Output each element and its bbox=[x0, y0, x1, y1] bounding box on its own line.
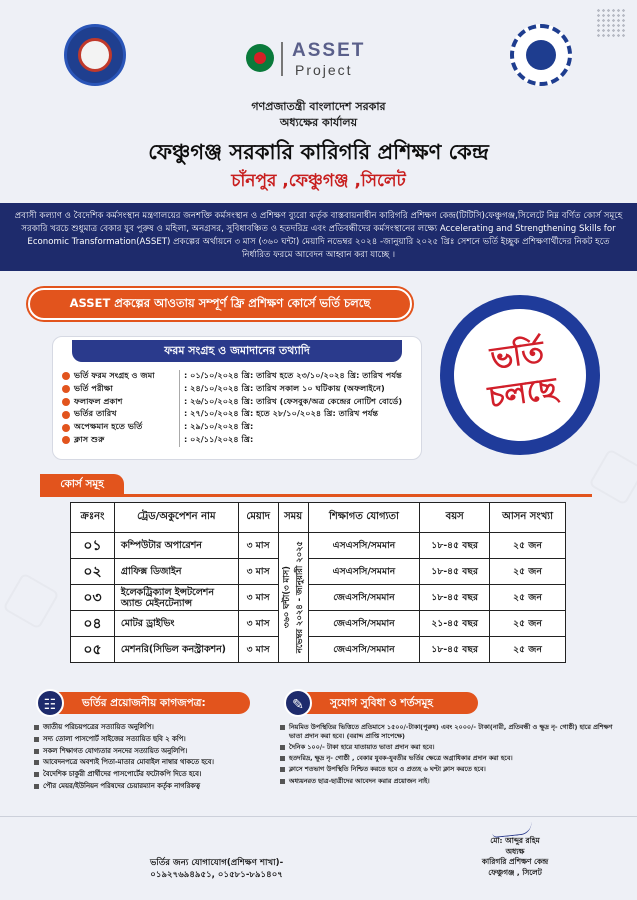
decor-dots bbox=[596, 8, 626, 38]
table-header-row bbox=[71, 503, 566, 533]
form-info-row: ভর্তি পরীক্ষা : ২৪/১০/২০২৪ খ্রি: তারিখ সকাল ১০ ঘটিকায় (অফলাইনে) bbox=[62, 383, 417, 396]
office-line: অধ্যক্ষের কার্যালয় bbox=[279, 116, 358, 129]
list-item: হতদরিদ্র, ক্ষুদ্র নৃ- গোষ্ঠী , বেকার যুবক-যুবতীর ভর্তির ক্ষেত্রে অগ্রাধিকার প্রদান করা হবে। bbox=[280, 754, 620, 763]
sign-org: কারিগরি প্রশিক্ষণ কেন্দ্র bbox=[481, 857, 549, 866]
decor-hexagon bbox=[2, 572, 59, 629]
asset-logo-subtext: Project bbox=[295, 62, 353, 78]
courses-table bbox=[70, 502, 566, 663]
session-cell bbox=[278, 533, 308, 663]
col-age: বয়স bbox=[420, 503, 490, 533]
form-info-row: ভর্তির তারিখ : ২৭/১০/২০২৪ খ্রি: হতে ২৮/১০/২০২৪ খ্রি: তারিখ পর্যন্ত bbox=[62, 408, 417, 421]
list-item: বৈদেশিক চাকুরী প্রার্থীদের পাসপোর্টের ফটোকপি দিতে হবে। bbox=[34, 770, 304, 779]
bmet-logo bbox=[510, 24, 572, 86]
asset-logo-text: ASSET bbox=[292, 40, 366, 61]
session-time: ৩৬০ ঘন্টা(৩ মাস) bbox=[281, 566, 292, 629]
ttc-logo bbox=[64, 24, 126, 86]
list-item: পৌর মেয়র/ইউনিয়ন পরিষদের চেয়ারম্যান কর্তৃক নাগরিকত্ব bbox=[34, 782, 304, 791]
col-trade: ট্রেড/অকুপেশন নাম bbox=[114, 503, 238, 533]
contact-info bbox=[150, 857, 283, 881]
decor-hexagon bbox=[588, 448, 637, 505]
free-course-banner bbox=[28, 288, 412, 320]
list-item: সদ্য তোলা পাসপোর্ট সাইজের সত্যায়িত ছবি ২ কপি। bbox=[34, 735, 304, 744]
list-item: জাতীয় পরিচয়পত্রের সত্যায়িত অনুলিপি। bbox=[34, 723, 304, 732]
form-info-row: ক্লাস শুরু : ০২/১১/২০২৪ খ্রি: bbox=[62, 434, 417, 447]
documents-list bbox=[34, 723, 304, 794]
list-item: অধ্যয়নরত ছাত্র-ছাত্রীদের আবেদন করার প্রয়োজন নাই। bbox=[280, 777, 620, 786]
intro-text: প্রবাসী কল্যাণ ও বৈদেশিক কর্মসংস্থান মন্ত্রণালয়ের জনশক্তি কর্মসংস্থান ও প্রশিক্ষণ ব্যুরো কর্তৃক বাস্তবায়নাধীন কারিগরি প্রশিক্ষণ কেন্দ্র(টিটিসি)ফেঞ্চুগঞ্জ,সিলেটে নিম্ন বর্ণিত কোর্স সমূহে সরকারি খরচে শুধুমাত্র বেকার যুব পুরুষ ও মহিলা, অনগ্রসর, সুবিধাবঞ্চিত ও হতদরিদ্র এবং প্রতিবন্ধীদের কর্মসংস্থানের লক্ষ্যে Accelerating and Strengthening Skills for Economic Transformation(ASSET) প্রকল্পের অর্থায়নে ৩ মাস (৩৬০ ঘন্টা) মেয়াদি নভেম্বর ২০২৪ -জানুয়ারি ২০২৫ খ্রিঃ সেশনে ভর্তি ইচ্ছুক প্রশিক্ষণার্থীদের নিকট হতে নির্ধারিত ফরমে আবেদন আহ্বান করা যাচ্ছে । bbox=[14, 211, 623, 260]
sign-place: ফেঞ্চুগঞ্জ , সিলেট bbox=[488, 867, 542, 877]
col-time: সময় bbox=[278, 503, 308, 533]
table-row: ০৫ মেশনরি(সিভিল কনস্ট্রাকশন) ৩ মাস জেএসসি/সমমান ১৮-৪৫ বছর ২৫ জন bbox=[71, 637, 566, 663]
courses-divider bbox=[40, 494, 592, 497]
list-item: দৈনিক ১০০/- টাকা হারে যাতায়াত ভাতা প্রদান করা হবে। bbox=[280, 743, 620, 752]
pen-icon: ✎ bbox=[284, 689, 312, 717]
signature-block bbox=[440, 836, 590, 878]
session-range: নভেম্বর ২০২৪ - জানুয়ারী ২০২৫ bbox=[294, 541, 305, 654]
form-info-row: অপেক্ষমান হতে ভর্তি : ২৯/১০/২০২৪ খ্রি: bbox=[62, 421, 417, 434]
list-item: সকল শিক্ষাগত যোগ্যতার সনদের সত্যায়িত অনুলিপি। bbox=[34, 747, 304, 756]
banner-text: ASSET প্রকল্পের আওতায় সম্পূর্ণ ফ্রি প্রশিক্ষণ কোর্সে ভর্তি চলছে bbox=[69, 295, 371, 310]
col-seats: আসন সংখ্যা bbox=[490, 503, 566, 533]
form-info-row: ভর্তি ফরম সংগ্রহ ও জমা : ০১/১০/২০২৪ খ্রি: তারিখ হতে ২৩/১০/২০২৪ খ্রি: তারিখ পর্যন্ত bbox=[62, 370, 417, 383]
page-header bbox=[0, 0, 637, 200]
intro-band bbox=[0, 203, 637, 271]
benefits-list bbox=[280, 723, 620, 788]
footer-divider bbox=[0, 816, 637, 817]
sign-title: অধ্যক্ষ bbox=[505, 846, 525, 856]
govt-line: গণপ্রজাতন্ত্রী বাংলাদেশ সরকার bbox=[251, 100, 386, 113]
sign-name: মো: আব্দুর রহিম bbox=[490, 836, 540, 845]
courses-tab: কোর্স সমূহ bbox=[40, 474, 124, 494]
col-serial: ক্রঃনং bbox=[71, 503, 115, 533]
badge-line1: ভর্তি bbox=[488, 334, 547, 377]
contact-numbers: ০১৯২৭৬৯৪৯৫১, ০১৫৮১-৮৯১৪০৭ bbox=[150, 870, 283, 880]
bangladesh-govt-logo bbox=[246, 44, 274, 72]
form-info-list bbox=[62, 370, 417, 447]
col-qualification: শিক্ষাগত যোগ্যতা bbox=[308, 503, 420, 533]
badge-line2: চলছে bbox=[486, 371, 560, 416]
documents-title: ভর্তির প্রয়োজনীয় কাগজপত্র: bbox=[44, 692, 250, 714]
table-row: ০৪ মোটর ড্রাইভিং ৩ মাস জেএসসি/সমমান ২১-৪৫ বছর ২৫ জন bbox=[71, 611, 566, 637]
table-row: ০১ কম্পিউটার অপারেশন ৩ মাস ৩৬০ ঘন্টা(৩ মাস) নভেম্বর ২০২৪ - জানুয়ারী ২০২৫ এসএসসি/সমমান ১৮-৪৫ বছর ২৫ জন bbox=[71, 533, 566, 559]
institute-name: ফেঞ্চুগঞ্জ সরকারি কারিগরি প্রশিক্ষণ কেন্দ্র bbox=[148, 140, 489, 164]
book-icon: ☷ bbox=[36, 689, 64, 717]
table-row: ০৩ ইলেকট্রিক্যাল ইন্সটলেশন অ্যান্ড মেইনটেন্যান্স ৩ মাস জেএসসি/সমমান ১৮-৪৫ বছর ২৫ জন bbox=[71, 585, 566, 611]
institute-location: চাঁনপুর ,ফেঞ্চুগঞ্জ ,সিলেট bbox=[231, 171, 406, 191]
list-item: আবেদনপত্রে অবশ্যই পিতা-মাতার মোবাইল নাম্বার থাকতে হবে। bbox=[34, 758, 304, 767]
list-item: ক্লাসে শতভাগ উপস্থিতি নিশ্চিত করতে হবে ও প্রত্যহ ৬ ঘণ্টা ক্লাস করতে হবে। bbox=[280, 765, 620, 774]
col-duration: মেয়াদ bbox=[238, 503, 278, 533]
list-item: নিয়মিত উপস্থিতির ভিত্তিতে প্রতিমাসে ১৫০০/-টাকা(পুরুষ) এবং ২০০০/- টাকা(নারী, প্রতিবন্ধী ও ক্ষুদ্র নৃ- গোষ্ঠী) হারে প্রশিক্ষণ ভাতা প্রদান করা হবে। (বরাদ্দ প্রাপ্তি সাপেক্ষে) bbox=[280, 723, 620, 741]
table-row: ০২ গ্রাফিক্স ডিজাইন ৩ মাস এসএসসি/সমমান ১৮-৪৫ বছর ২৫ জন bbox=[71, 559, 566, 585]
benefits-title: সুযোগ সুবিধা ও শর্তসমূহ bbox=[292, 692, 478, 714]
contact-label: ভর্তির জন্য যোগাযোগ(প্রশিক্ষণ শাখা)- bbox=[150, 858, 284, 868]
form-info-title: ফরম সংগ্রহ ও জমাদানের তথ্যাদি bbox=[72, 340, 402, 362]
form-info-row: ফলাফল প্রকাশ : ২৬/১০/২০২৪ খ্রি: তারিখ (ফেসবুক/অত্র কেন্দ্রের নোটিশ বোর্ডে) bbox=[62, 396, 417, 409]
